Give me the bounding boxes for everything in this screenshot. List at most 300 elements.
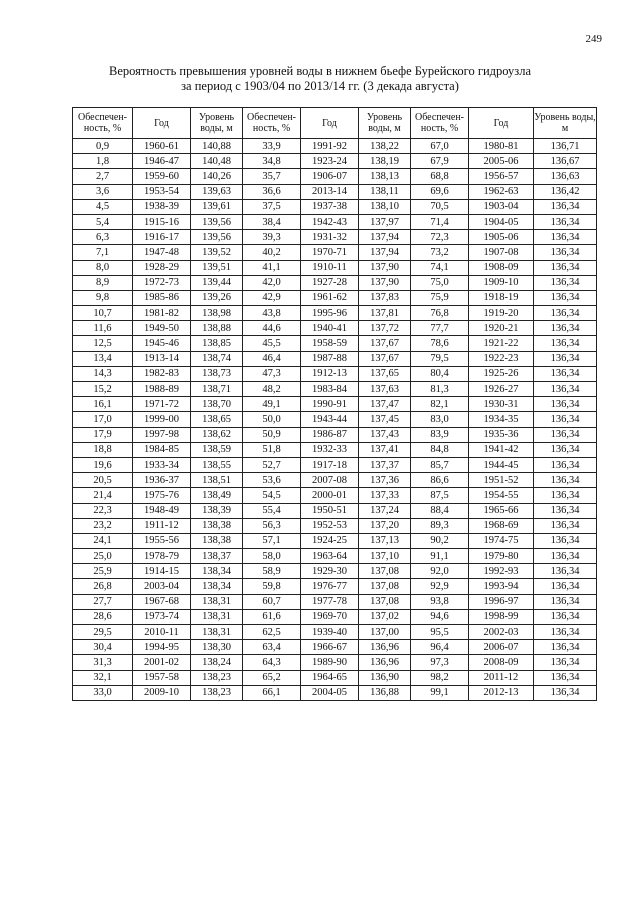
probability-cell: 82,1 — [411, 397, 469, 412]
water-level-cell: 136,96 — [359, 655, 411, 670]
probability-cell: 47,3 — [243, 366, 301, 381]
water-level-cell: 136,34 — [534, 488, 597, 503]
probability-cell: 34,8 — [243, 154, 301, 169]
probability-cell: 85,7 — [411, 457, 469, 472]
year-cell: 1915-16 — [133, 214, 191, 229]
year-cell: 1988-89 — [133, 382, 191, 397]
water-level-cell: 137,13 — [359, 533, 411, 548]
year-cell: 1907-08 — [469, 245, 534, 260]
table-row — [73, 397, 597, 412]
year-cell: 1946-47 — [133, 154, 191, 169]
water-level-cell: 138,38 — [191, 518, 243, 533]
year-cell: 1924-25 — [301, 533, 359, 548]
water-level-cell: 137,08 — [359, 564, 411, 579]
probability-cell: 36,6 — [243, 184, 301, 199]
water-level-cell: 136,34 — [534, 533, 597, 548]
water-level-cell: 137,94 — [359, 230, 411, 245]
year-cell: 1984-85 — [133, 442, 191, 457]
water-level-cell: 139,44 — [191, 275, 243, 290]
probability-cell: 94,6 — [411, 609, 469, 624]
water-level-cell: 137,45 — [359, 412, 411, 427]
probability-cell: 58,0 — [243, 549, 301, 564]
probability-cell: 5,4 — [73, 214, 133, 229]
probability-cell: 55,4 — [243, 503, 301, 518]
year-cell: 2000-01 — [301, 488, 359, 503]
probability-cell: 42,9 — [243, 290, 301, 305]
title-line-1: Вероятность превышения уровней воды в нижнем бьефе Бурейского гидроузла — [108, 64, 531, 78]
probability-cell: 8,9 — [73, 275, 133, 290]
probability-cell: 14,3 — [73, 366, 133, 381]
table-row — [73, 473, 597, 488]
water-level-cell: 136,34 — [534, 382, 597, 397]
year-cell: 2010-11 — [133, 625, 191, 640]
water-level-cell: 137,37 — [359, 457, 411, 472]
probability-cell: 18,8 — [73, 442, 133, 457]
year-cell: 1908-09 — [469, 260, 534, 275]
probability-cell: 7,1 — [73, 245, 133, 260]
probability-cell: 13,4 — [73, 351, 133, 366]
probability-cell: 42,0 — [243, 275, 301, 290]
water-level-cell: 138,38 — [191, 533, 243, 548]
header-water-level: Уровень воды, м — [534, 108, 597, 139]
water-level-cell: 139,56 — [191, 214, 243, 229]
water-level-cell: 138,24 — [191, 655, 243, 670]
probability-cell: 61,6 — [243, 609, 301, 624]
probability-cell: 23,2 — [73, 518, 133, 533]
water-level-cell: 138,22 — [359, 139, 411, 154]
header-water-level: Уровень воды, м — [359, 108, 411, 139]
year-cell: 1911-12 — [133, 518, 191, 533]
probability-cell: 64,3 — [243, 655, 301, 670]
probability-cell: 98,2 — [411, 670, 469, 685]
water-level-cell: 136,34 — [534, 275, 597, 290]
water-level-cell: 137,81 — [359, 306, 411, 321]
probability-cell: 91,1 — [411, 549, 469, 564]
year-cell: 1904-05 — [469, 214, 534, 229]
probability-cell: 45,5 — [243, 336, 301, 351]
year-cell: 1954-55 — [469, 488, 534, 503]
year-cell: 1967-68 — [133, 594, 191, 609]
table-row — [73, 457, 597, 472]
year-cell: 1996-97 — [469, 594, 534, 609]
probability-cell: 25,0 — [73, 549, 133, 564]
year-cell: 1961-62 — [301, 290, 359, 305]
probability-cell: 35,7 — [243, 169, 301, 184]
year-cell: 2009-10 — [133, 685, 191, 700]
probability-cell: 80,4 — [411, 366, 469, 381]
year-cell: 1957-58 — [133, 670, 191, 685]
water-level-cell: 136,34 — [534, 351, 597, 366]
probability-cell: 78,6 — [411, 336, 469, 351]
water-level-cell: 137,90 — [359, 260, 411, 275]
water-level-cell: 138,34 — [191, 579, 243, 594]
probability-cell: 57,1 — [243, 533, 301, 548]
year-cell: 1982-83 — [133, 366, 191, 381]
header-water-level: Уровень воды, м — [191, 108, 243, 139]
year-cell: 2007-08 — [301, 473, 359, 488]
water-level-cell: 139,56 — [191, 230, 243, 245]
water-level-cell: 137,20 — [359, 518, 411, 533]
year-cell: 1986-87 — [301, 427, 359, 442]
water-level-table — [72, 107, 597, 701]
year-cell: 1926-27 — [469, 382, 534, 397]
probability-cell: 21,4 — [73, 488, 133, 503]
probability-cell: 66,1 — [243, 685, 301, 700]
probability-cell: 65,2 — [243, 670, 301, 685]
year-cell: 1977-78 — [301, 594, 359, 609]
table-row — [73, 670, 597, 685]
water-level-cell: 140,48 — [191, 154, 243, 169]
water-level-cell: 138,55 — [191, 457, 243, 472]
year-cell: 2002-03 — [469, 625, 534, 640]
water-level-cell: 138,31 — [191, 609, 243, 624]
probability-cell: 67,0 — [411, 139, 469, 154]
probability-cell: 60,7 — [243, 594, 301, 609]
year-cell: 1947-48 — [133, 245, 191, 260]
year-cell: 1980-81 — [469, 139, 534, 154]
year-cell: 1930-31 — [469, 397, 534, 412]
year-cell: 1975-76 — [133, 488, 191, 503]
year-cell: 1987-88 — [301, 351, 359, 366]
probability-cell: 95,5 — [411, 625, 469, 640]
year-cell: 2001-02 — [133, 655, 191, 670]
water-level-cell: 136,34 — [534, 366, 597, 381]
probability-cell: 4,5 — [73, 199, 133, 214]
water-level-cell: 136,34 — [534, 306, 597, 321]
year-cell: 1939-40 — [301, 625, 359, 640]
year-cell: 1927-28 — [301, 275, 359, 290]
year-cell: 2004-05 — [301, 685, 359, 700]
water-level-cell: 137,10 — [359, 549, 411, 564]
year-cell: 1970-71 — [301, 245, 359, 260]
probability-cell: 38,4 — [243, 214, 301, 229]
water-level-cell: 137,47 — [359, 397, 411, 412]
year-cell: 1941-42 — [469, 442, 534, 457]
water-level-cell: 136,34 — [534, 245, 597, 260]
year-cell: 1931-32 — [301, 230, 359, 245]
probability-cell: 92,0 — [411, 564, 469, 579]
water-level-cell: 137,97 — [359, 214, 411, 229]
probability-cell: 68,8 — [411, 169, 469, 184]
water-level-cell: 136,88 — [359, 685, 411, 700]
year-cell: 1955-56 — [133, 533, 191, 548]
header-probability: Обеспечен-ность, % — [243, 108, 301, 139]
year-cell: 1974-75 — [469, 533, 534, 548]
header-probability: Обеспечен-ность, % — [411, 108, 469, 139]
table-row — [73, 412, 597, 427]
year-cell: 2003-04 — [133, 579, 191, 594]
year-cell: 1936-37 — [133, 473, 191, 488]
probability-cell: 33,0 — [73, 685, 133, 700]
table-row — [73, 442, 597, 457]
year-cell: 1959-60 — [133, 169, 191, 184]
probability-cell: 3,6 — [73, 184, 133, 199]
probability-cell: 41,1 — [243, 260, 301, 275]
probability-cell: 71,4 — [411, 214, 469, 229]
table-row — [73, 260, 597, 275]
water-level-cell: 136,34 — [534, 518, 597, 533]
water-level-cell: 138,70 — [191, 397, 243, 412]
probability-cell: 12,5 — [73, 336, 133, 351]
table-header-row — [73, 108, 597, 139]
water-level-cell: 138,71 — [191, 382, 243, 397]
year-cell: 1940-41 — [301, 321, 359, 336]
probability-cell: 9,8 — [73, 290, 133, 305]
water-level-cell: 136,34 — [534, 214, 597, 229]
probability-cell: 67,9 — [411, 154, 469, 169]
year-cell: 1997-98 — [133, 427, 191, 442]
water-level-cell: 136,34 — [534, 199, 597, 214]
year-cell: 1942-43 — [301, 214, 359, 229]
year-cell: 1933-34 — [133, 457, 191, 472]
water-level-cell: 136,34 — [534, 260, 597, 275]
year-cell: 1918-19 — [469, 290, 534, 305]
probability-cell: 77,7 — [411, 321, 469, 336]
year-cell: 1953-54 — [133, 184, 191, 199]
table-row — [73, 214, 597, 229]
probability-cell: 75,0 — [411, 275, 469, 290]
table-row — [73, 169, 597, 184]
probability-cell: 72,3 — [411, 230, 469, 245]
probability-cell: 31,3 — [73, 655, 133, 670]
water-level-cell: 136,34 — [534, 549, 597, 564]
probability-cell: 10,7 — [73, 306, 133, 321]
year-cell: 1973-74 — [133, 609, 191, 624]
probability-cell: 76,8 — [411, 306, 469, 321]
year-cell: 1910-11 — [301, 260, 359, 275]
water-level-cell: 136,34 — [534, 594, 597, 609]
probability-cell: 70,5 — [411, 199, 469, 214]
year-cell: 1903-04 — [469, 199, 534, 214]
year-cell: 1985-86 — [133, 290, 191, 305]
year-cell: 1906-07 — [301, 169, 359, 184]
water-level-cell: 136,34 — [534, 290, 597, 305]
water-level-cell: 136,34 — [534, 427, 597, 442]
probability-cell: 11,6 — [73, 321, 133, 336]
water-level-cell: 136,34 — [534, 457, 597, 472]
water-level-cell: 137,08 — [359, 579, 411, 594]
table-row — [73, 366, 597, 381]
probability-cell: 43,8 — [243, 306, 301, 321]
water-level-cell: 136,90 — [359, 670, 411, 685]
water-level-cell: 137,65 — [359, 366, 411, 381]
table-row — [73, 427, 597, 442]
year-cell: 1951-52 — [469, 473, 534, 488]
probability-cell: 74,1 — [411, 260, 469, 275]
year-cell: 1948-49 — [133, 503, 191, 518]
probability-cell: 63,4 — [243, 640, 301, 655]
probability-cell: 81,3 — [411, 382, 469, 397]
probability-cell: 50,9 — [243, 427, 301, 442]
year-cell: 1963-64 — [301, 549, 359, 564]
water-level-cell: 136,34 — [534, 397, 597, 412]
water-level-cell: 136,34 — [534, 321, 597, 336]
water-level-cell: 140,26 — [191, 169, 243, 184]
table-row — [73, 154, 597, 169]
year-cell: 1912-13 — [301, 366, 359, 381]
probability-cell: 32,1 — [73, 670, 133, 685]
probability-cell: 40,2 — [243, 245, 301, 260]
probability-cell: 88,4 — [411, 503, 469, 518]
probability-cell: 25,9 — [73, 564, 133, 579]
year-cell: 1978-79 — [133, 549, 191, 564]
probability-cell: 17,9 — [73, 427, 133, 442]
water-level-cell: 136,34 — [534, 412, 597, 427]
year-cell: 1932-33 — [301, 442, 359, 457]
probability-cell: 24,1 — [73, 533, 133, 548]
year-cell: 1922-23 — [469, 351, 534, 366]
water-level-cell: 137,94 — [359, 245, 411, 260]
probability-cell: 52,7 — [243, 457, 301, 472]
probability-cell: 48,2 — [243, 382, 301, 397]
probability-cell: 96,4 — [411, 640, 469, 655]
probability-cell: 6,3 — [73, 230, 133, 245]
header-probability: Обеспечен-ность, % — [73, 108, 133, 139]
year-cell: 1993-94 — [469, 579, 534, 594]
probability-cell: 15,2 — [73, 382, 133, 397]
water-level-cell: 136,34 — [534, 336, 597, 351]
water-level-cell: 138,62 — [191, 427, 243, 442]
table-row — [73, 245, 597, 260]
probability-cell: 46,4 — [243, 351, 301, 366]
water-level-cell: 138,39 — [191, 503, 243, 518]
probability-cell: 90,2 — [411, 533, 469, 548]
probability-cell: 37,5 — [243, 199, 301, 214]
probability-cell: 83,0 — [411, 412, 469, 427]
year-cell: 1981-82 — [133, 306, 191, 321]
probability-cell: 8,0 — [73, 260, 133, 275]
probability-cell: 69,6 — [411, 184, 469, 199]
probability-cell: 28,6 — [73, 609, 133, 624]
probability-cell: 56,3 — [243, 518, 301, 533]
year-cell: 2013-14 — [301, 184, 359, 199]
table-row — [73, 609, 597, 624]
year-cell: 1937-38 — [301, 199, 359, 214]
water-level-cell: 138,49 — [191, 488, 243, 503]
year-cell: 1909-10 — [469, 275, 534, 290]
year-cell: 1965-66 — [469, 503, 534, 518]
year-cell: 1990-91 — [301, 397, 359, 412]
year-cell: 1992-93 — [469, 564, 534, 579]
year-cell: 1934-35 — [469, 412, 534, 427]
water-level-cell: 138,30 — [191, 640, 243, 655]
probability-cell: 93,8 — [411, 594, 469, 609]
water-level-cell: 136,34 — [534, 655, 597, 670]
probability-cell: 33,9 — [243, 139, 301, 154]
year-cell: 1935-36 — [469, 427, 534, 442]
year-cell: 1983-84 — [301, 382, 359, 397]
title-line-2: за период с 1903/04 по 2013/14 гг. (3 декада августа) — [181, 79, 459, 93]
water-level-cell: 136,34 — [534, 442, 597, 457]
year-cell: 2011-12 — [469, 670, 534, 685]
water-level-cell: 138,19 — [359, 154, 411, 169]
year-cell: 1969-70 — [301, 609, 359, 624]
year-cell: 1914-15 — [133, 564, 191, 579]
table-row — [73, 685, 597, 700]
year-cell: 2008-09 — [469, 655, 534, 670]
water-level-cell: 138,88 — [191, 321, 243, 336]
probability-cell: 29,5 — [73, 625, 133, 640]
year-cell: 1998-99 — [469, 609, 534, 624]
year-cell: 1995-96 — [301, 306, 359, 321]
year-cell: 1972-73 — [133, 275, 191, 290]
water-level-cell: 138,51 — [191, 473, 243, 488]
year-cell: 1913-14 — [133, 351, 191, 366]
water-level-cell: 138,31 — [191, 594, 243, 609]
table-row — [73, 275, 597, 290]
probability-cell: 53,6 — [243, 473, 301, 488]
year-cell: 1962-63 — [469, 184, 534, 199]
water-level-cell: 137,02 — [359, 609, 411, 624]
probability-cell: 49,1 — [243, 397, 301, 412]
year-cell: 1976-77 — [301, 579, 359, 594]
water-level-cell: 140,88 — [191, 139, 243, 154]
water-level-cell: 137,83 — [359, 290, 411, 305]
year-cell: 2006-07 — [469, 640, 534, 655]
table-row — [73, 564, 597, 579]
probability-cell: 97,3 — [411, 655, 469, 670]
table-row — [73, 625, 597, 640]
probability-cell: 44,6 — [243, 321, 301, 336]
water-level-cell: 138,10 — [359, 199, 411, 214]
table-row — [73, 382, 597, 397]
probability-cell: 75,9 — [411, 290, 469, 305]
table-row — [73, 594, 597, 609]
year-cell: 1920-21 — [469, 321, 534, 336]
year-cell: 1966-67 — [301, 640, 359, 655]
water-level-cell: 136,34 — [534, 579, 597, 594]
probability-cell: 17,0 — [73, 412, 133, 427]
year-cell: 1958-59 — [301, 336, 359, 351]
water-level-cell: 138,85 — [191, 336, 243, 351]
document-title — [0, 64, 640, 94]
water-level-cell: 136,63 — [534, 169, 597, 184]
water-level-cell: 137,43 — [359, 427, 411, 442]
water-level-cell: 136,67 — [534, 154, 597, 169]
probability-cell: 84,8 — [411, 442, 469, 457]
year-cell: 1916-17 — [133, 230, 191, 245]
year-cell: 1923-24 — [301, 154, 359, 169]
year-cell: 1989-90 — [301, 655, 359, 670]
water-level-cell: 136,34 — [534, 609, 597, 624]
table-row — [73, 336, 597, 351]
probability-cell: 73,2 — [411, 245, 469, 260]
water-level-cell: 138,98 — [191, 306, 243, 321]
year-cell: 1971-72 — [133, 397, 191, 412]
year-cell: 1994-95 — [133, 640, 191, 655]
water-level-cell: 138,23 — [191, 670, 243, 685]
table-row — [73, 199, 597, 214]
water-level-cell: 136,96 — [359, 640, 411, 655]
table-row — [73, 351, 597, 366]
year-cell: 2012-13 — [469, 685, 534, 700]
table-row — [73, 321, 597, 336]
table-row — [73, 290, 597, 305]
water-level-cell: 136,34 — [534, 473, 597, 488]
probability-cell: 19,6 — [73, 457, 133, 472]
year-cell: 1929-30 — [301, 564, 359, 579]
year-cell: 1928-29 — [133, 260, 191, 275]
water-level-cell: 139,63 — [191, 184, 243, 199]
table-row — [73, 533, 597, 548]
probability-cell: 0,9 — [73, 139, 133, 154]
probability-cell: 62,5 — [243, 625, 301, 640]
table-row — [73, 184, 597, 199]
probability-cell: 26,8 — [73, 579, 133, 594]
year-cell: 1964-65 — [301, 670, 359, 685]
water-level-cell: 139,52 — [191, 245, 243, 260]
water-level-cell: 137,63 — [359, 382, 411, 397]
